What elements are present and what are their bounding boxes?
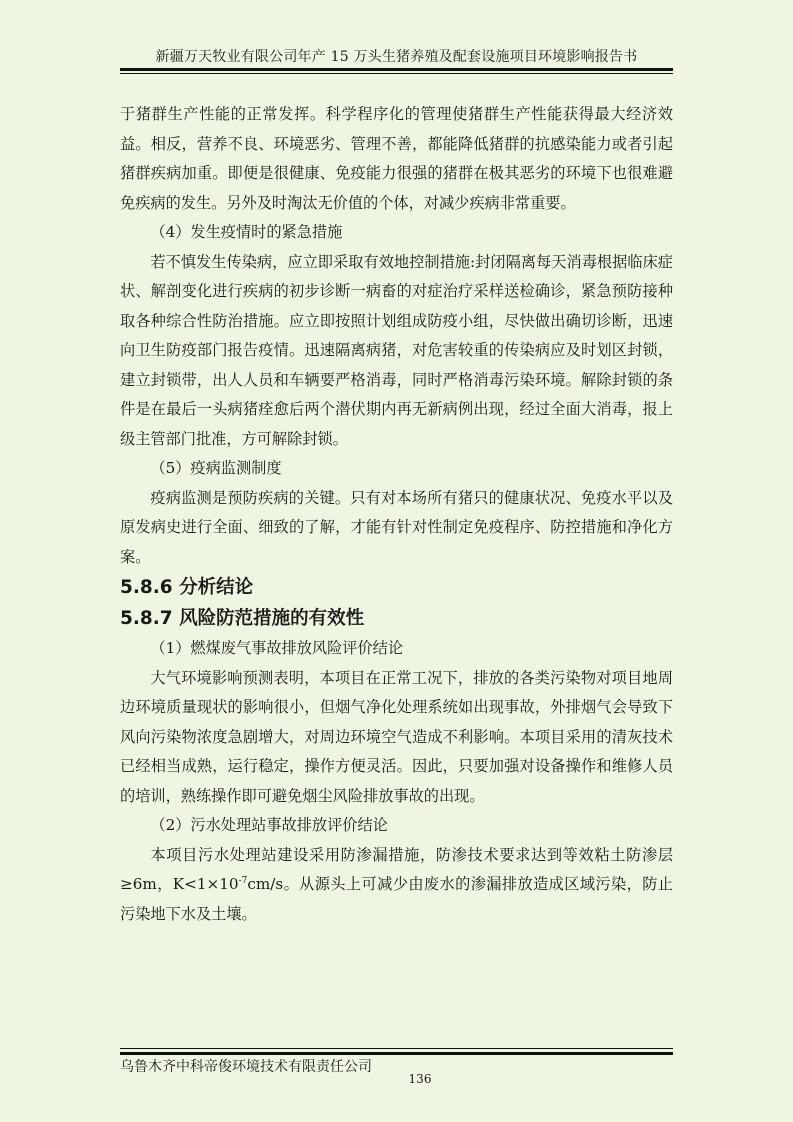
section-heading-5-8-6: 5.8.6 分析结论	[120, 577, 254, 598]
paragraph-air-risk: 大气环境影响预测表明，本项目在正常工况下，排放的各类污染物对项目地周边环境质量现状的影响很小，但烟气净化处理系统如出现事故，外排烟气会导致下风向污染物浓度急剧增大，对周边环境空气造成不利影响。本项目采用的清灰技术已经相当成熟，运行稳定，操作方便灵活。因此，只要加强对设备操作和维修人员的培训，熟练操作即可避免烟尘风险排放事故的出现。	[120, 668, 673, 805]
footer-company: 乌鲁木齐中科帝俊环境技术有限责任公司	[120, 1059, 372, 1075]
list-item-1: （1）燃煤废气事故排放风险评价结论	[150, 639, 404, 657]
header-rule-thin	[120, 73, 673, 74]
header-rule-thick	[120, 68, 673, 71]
exponent: -7	[238, 875, 248, 886]
paragraph-disease-monitoring: 疫病监测是预防疾病的关键。只有对本场所有猪只的健康状况、免疫水平以及原发病史进行全面、细致的了解，才能有针对性制定免疫程序、防控措施和净化方案。	[120, 488, 673, 566]
list-item-2: （2）污水处理站事故排放评价结论	[150, 816, 388, 834]
paragraph-wastewater-risk	[120, 841, 673, 930]
section-heading-5-8-7: 5.8.7 风险防范措施的有效性	[120, 608, 365, 629]
footer-rule-thick	[120, 1052, 673, 1055]
header-title: 新疆万天牧业有限公司年产 15 万头生猪养殖及配套设施项目环境影响报告书	[155, 49, 638, 65]
wastewater-text-b: cm/s。从源头上可减少由废水的渗漏排放造成区域污染，防止污染地下水及土壤。	[120, 875, 673, 923]
paragraph-emergency-measures: 若不慎发生传染病，应立即采取有效地控制措施:封闭隔离每天消毒根据临床症状、解剖变化进行疾病的初步诊断一病畜的对症治疗采样送检确诊，紧急预防接种取各种综合性防治措施。应立即按照计划组成防疫小组，尽快做出确切诊断，迅速向卫生防疫部门报告疫情。迅速隔离病猪，对危害较重的传染病应及时划区封锁，建立封锁带，出人人员和车辆要严格消毒，同时严格消毒污染环境。解除封锁的条件是在最后一头病猪痊愈后两个潜伏期内再无新病例出现，经过全面大消毒，报上级主管部门批准，方可解除封锁。	[120, 252, 673, 448]
page-number: 136	[408, 1072, 432, 1086]
footer-rule-thin	[120, 1048, 673, 1049]
list-item-5: （5）疫病监测制度	[150, 459, 282, 477]
wastewater-text-a: 本项目污水处理站建设采用防渗漏措施，防渗技术要求达到等效粘土防渗层≥6m，K<1×10	[120, 845, 673, 893]
page-content	[120, 100, 673, 929]
paragraph-continuation: 于猪群生产性能的正常发挥。科学程序化的管理使猪群生产性能获得最大经济效益。相反，营养不良、环境恶劣、管理不善，都能降低猪群的抗感染能力或者引起猪群疾病加重。即便是很健康、免疫能力很强的猪群在极其恶劣的环境下也很难避免疾病的发生。另外及时淘汰无价值的个体，对减少疾病非常重要。	[120, 105, 673, 212]
list-item-4: （4）发生疫情时的紧急措施	[150, 223, 343, 241]
